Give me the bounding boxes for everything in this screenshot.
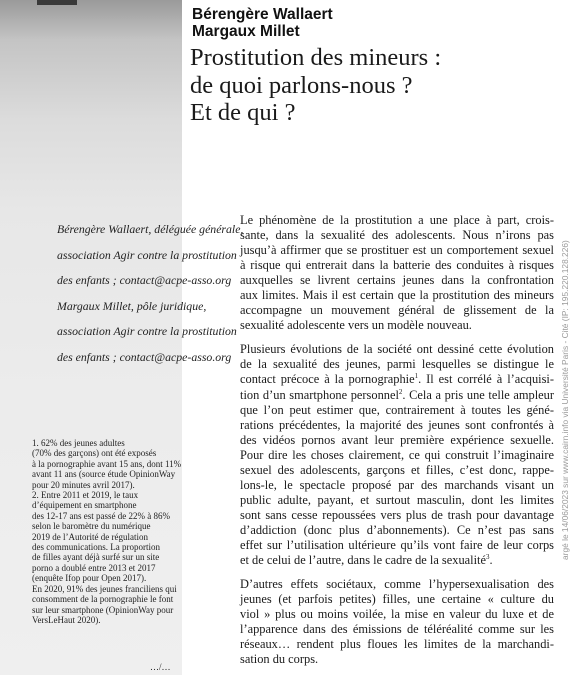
body-line: sante, dans la sexualité des adolescents. Nous n’irons pas [240,228,554,243]
body-line: lons-le, le spectacle proposé par des marchands visant un [240,477,554,492]
body-line: jusqu’à affirmer que se prostituer est un comportement sexuel [240,243,554,258]
footnote-line: à la pornographie avant 15 ans, dont 11% [32,458,182,469]
body-line: Plusieurs évolutions de la société ont dessiné cette évolution [240,342,554,357]
footnote-line: porno a doublé entre 2013 et 2017 [32,562,156,573]
title-line: Et de qui ? [190,99,296,126]
article-authors [192,6,333,40]
body-text: et de celui de l’autre, dans le cadre de la sexualité [240,553,486,568]
page-top-tab [37,0,77,5]
bio-line: des enfants ; contact@acpe-asso.org [57,349,232,364]
author-name: Bérengère Wallaert [192,6,333,23]
body-text: contact précoce à la pornographie [240,372,415,387]
footnote-line: des 12-17 ans est passé de 22% à 86% [32,510,170,521]
footnotes [32,438,182,625]
footnote-line: des communications. La proportion [32,542,160,553]
body-line: de la sexualité des jeunes, parmi lesquelles se distingue le [240,357,554,372]
bio-line: Margaux Millet, pôle juridique, [57,298,207,313]
body-line [240,388,554,403]
title-line: de quoi parlons-nous ? [190,71,413,99]
body-line: auxquelles se livrent certains jeunes dans la confrontation [240,273,554,288]
footnote-line: selon le baromètre du numérique [32,521,151,532]
body-line: sexualité adolescente vers un modèle nouveau. [240,318,472,333]
footnote-line: 1. 62% des jeunes adultes [32,438,125,448]
title-line: Prostitution des mineurs : [190,44,442,71]
body-line: d’addiction (donc plus d’abonnements). Ce n’est pas sans [240,522,554,537]
body-paragraph [240,213,554,333]
body-line: l’apparence dans des émissions de téléréalité comme sur les [240,622,554,637]
article-body [240,213,554,676]
bio-line: association Agir contre la prostitution [57,324,237,338]
body-text: tion d’un smartphone personnel [240,387,399,402]
body-text: . Il est corrélé à l’acquisi- [418,372,554,387]
footnote-line: 2. Entre 2011 et 2019, le taux [32,490,139,501]
body-text: . [489,553,493,568]
body-line: sexuel des adolescents, garçons et filles, c’est donc, rappe- [240,462,554,477]
footnote-line: consomment de la pornographie le font [32,594,174,605]
body-line: D’autres effets sociétaux, comme l’hypersexualisation des [240,577,554,592]
body-line: rations précédentes, la majorité des jeunes sont confrontés à [240,417,554,432]
body-line: sont sans cesse repoussées vers plus de trash pour davantage [240,507,554,522]
article-title [190,44,570,127]
body-line: effet sur l’utilisation ultérieure qu’ils vont faire de leur corps [240,537,554,552]
footnote-line: sur leur smartphone (OpinionWay pour [32,604,174,615]
body-line: accompagne un mouvement général de glissement de la [240,303,554,318]
footnote-ref: 3 [485,552,490,561]
body-line: réseaux… rendent plus floues les limites de la marchandi- [240,637,554,652]
footnote-line: pour 20 minutes avril 2017). [32,479,135,490]
body-line: que l’on peut estimer que, contrairement à toutes les géné- [240,402,554,417]
body-line [240,553,554,568]
body-line: public adulte, payant, et surtout masculin, dont les limites [240,492,554,507]
body-line: viol » plus ou moins voilée, la mise en valeur du luxe et de [240,607,554,622]
bio-line: Bérengère Wallaert, déléguée générale, [57,222,244,236]
body-line: Le phénomène de la prostitution a une place à part, crois- [240,213,554,227]
footnote-line: (70% des garçons) ont été exposés [32,448,157,459]
footnote-ref: 2 [398,387,403,396]
body-line: des vidéos pornos avant leur première expérience sexuelle. [240,432,554,447]
footnote-continuation: …/… [150,662,171,672]
bio-line: association Agir contre la prostitution [57,247,237,262]
body-line: sation du corps. [240,652,319,667]
download-watermark: argé le 14/06/2023 sur www.cairn.info via Université Paris - Cité (IP: 195.220.128.226) [560,240,570,560]
body-paragraph [240,342,554,568]
body-line: à risque qui entrerait dans la batterie des conduites à risques [240,258,554,273]
body-paragraph [240,577,554,667]
footnote-ref: 1 [414,372,419,381]
body-line: Pour dire les choses clairement, ce qui construit l’imaginaire [240,447,554,462]
footnote-line: 2019 de l’Autorité de régulation [32,531,148,542]
body-line: aux limites. Mais il est certain que la prostitution des mineurs [240,288,554,303]
footnote-line: (enquête Ifop pour Open 2017). [32,573,147,584]
bio-line: des enfants ; contact@acpe-asso.org [57,273,232,287]
footnote-line: avant 11 ans (source étude OpinionWay [32,469,176,480]
footnote-line: d’équipement en smartphone [32,500,137,511]
footnote-line: En 2020, 91% des jeunes franciliens qui [32,583,177,594]
body-line [240,372,554,387]
author-name: Margaux Millet [192,23,300,40]
body-line: jeunes (et parfois petites) filles, une certaine « culture du [240,592,554,607]
body-text: . Cela a pris une telle ampleur [402,387,555,402]
footnote-line: de filles ayant déjà surfé sur un site [32,552,160,563]
footnote-line: VersLeHaut 2020). [32,614,101,625]
author-bio [57,217,247,370]
